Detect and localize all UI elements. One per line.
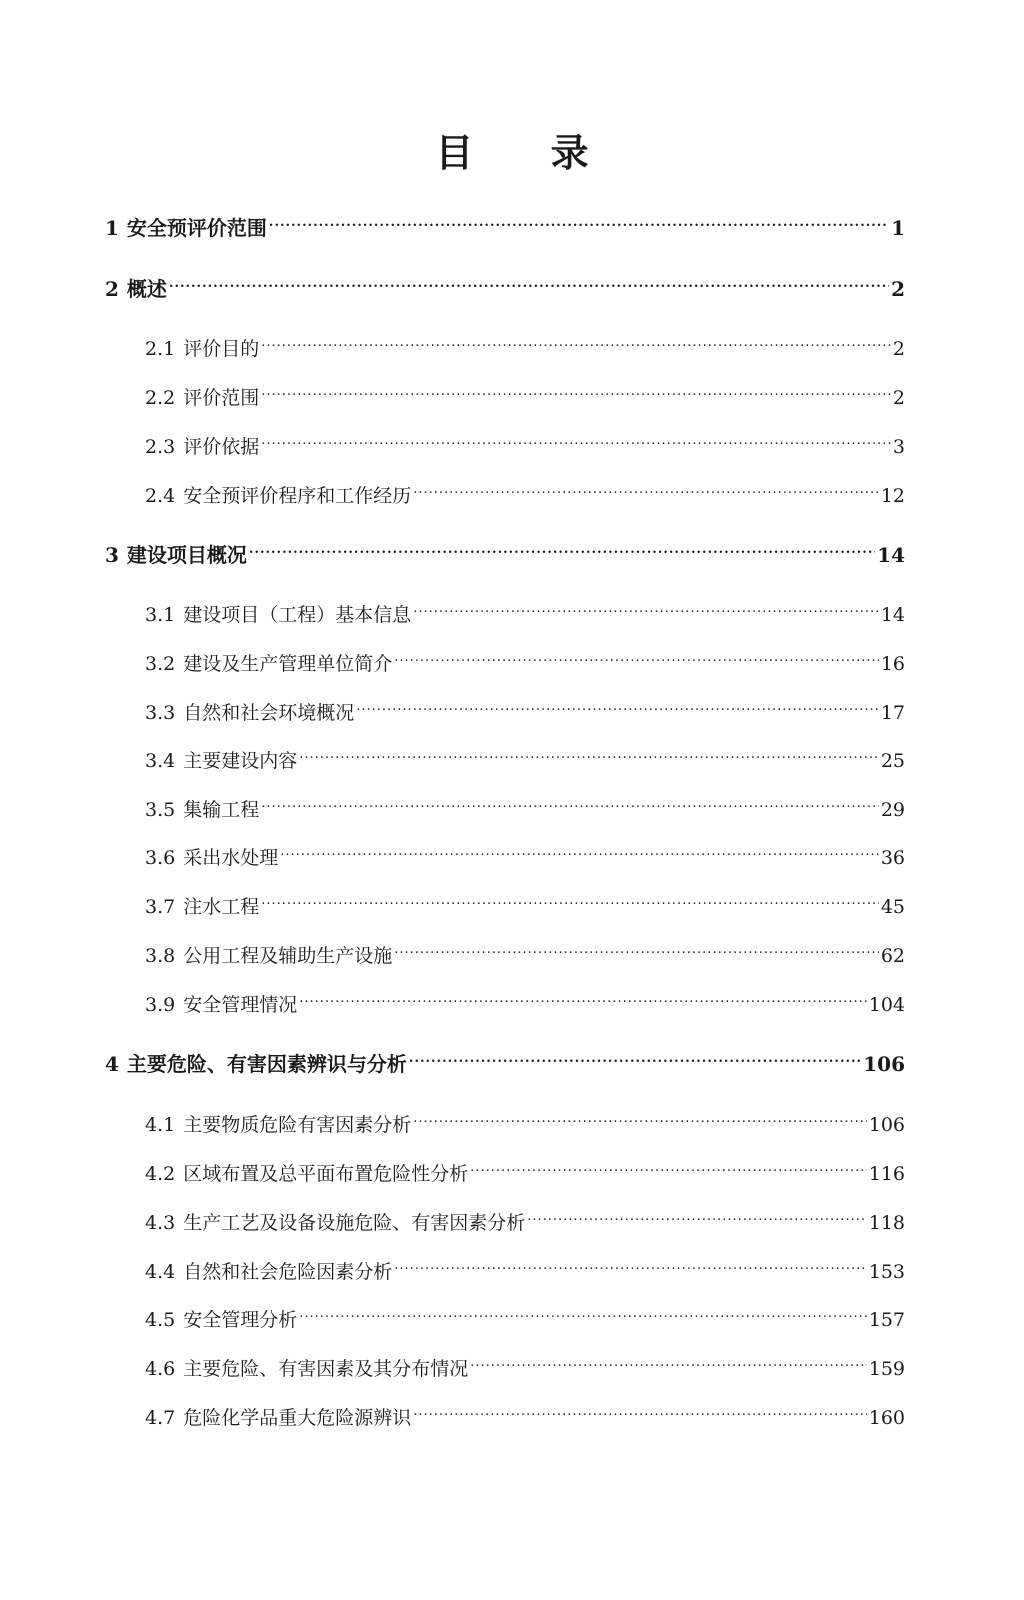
toc-entry-page: 118 — [868, 1212, 905, 1234]
toc-entry-page: 2 — [891, 277, 905, 301]
toc-entry-title: 建设及生产管理单位简介 — [183, 653, 393, 675]
toc-entry-number: 4.3 — [145, 1212, 176, 1234]
toc-entry-number: 1 — [105, 216, 119, 240]
toc-entry[interactable] — [145, 1199, 905, 1234]
toc-dot-leader — [413, 591, 879, 621]
toc-entry[interactable] — [105, 266, 905, 301]
toc-entry[interactable] — [145, 737, 905, 772]
toc-entry-title: 主要危险、有害因素及其分布情况 — [183, 1358, 469, 1380]
toc-dot-leader — [409, 1041, 861, 1071]
toc-entry-number: 4 — [105, 1052, 119, 1076]
toc-dot-leader — [261, 786, 879, 816]
toc-entry-title: 区域布置及总平面布置危险性分析 — [183, 1163, 469, 1185]
toc-entry-number: 3.4 — [145, 750, 176, 772]
toc-entry[interactable] — [145, 374, 905, 409]
toc-dot-leader — [394, 1248, 867, 1278]
toc-entry-title: 安全管理分析 — [183, 1309, 298, 1331]
toc-entry[interactable] — [145, 325, 905, 360]
toc-dot-leader — [261, 374, 891, 404]
toc-entry-number: 2.3 — [145, 436, 176, 458]
toc-entry-title: 安全管理情况 — [183, 994, 298, 1016]
toc-entry-title: 危险化学品重大危险源辨识 — [183, 1407, 412, 1429]
toc-entry-number: 3 — [105, 543, 119, 567]
toc-entry-number: 2.1 — [145, 338, 176, 360]
toc-entry-title: 生产工艺及设备设施危险、有害因素分析 — [183, 1212, 526, 1234]
toc-entry-title: 安全预评价范围 — [126, 216, 267, 240]
toc-dot-leader — [299, 737, 879, 767]
toc-entry-number: 4.2 — [145, 1163, 176, 1185]
toc-entry[interactable] — [105, 532, 905, 567]
toc-entry-number: 3.1 — [145, 604, 176, 626]
toc-entry[interactable] — [145, 1150, 905, 1185]
toc-entry[interactable] — [105, 205, 905, 240]
toc-dot-leader — [261, 883, 879, 913]
toc-entry-page: 106 — [863, 1052, 905, 1076]
toc-entry-page: 45 — [880, 896, 905, 918]
toc-entry[interactable] — [145, 834, 905, 869]
toc-entry-page: 16 — [880, 653, 905, 675]
toc-entry[interactable] — [145, 591, 905, 626]
toc-entry[interactable] — [145, 1296, 905, 1331]
toc-entry-title: 评价范围 — [183, 387, 260, 409]
toc-dot-leader — [394, 932, 879, 962]
toc-dot-leader — [356, 689, 879, 719]
toc-dot-leader — [169, 266, 889, 296]
toc-entry[interactable] — [145, 1345, 905, 1380]
toc-dot-leader — [413, 1101, 867, 1131]
toc-entry-page: 62 — [880, 945, 905, 967]
toc-entry[interactable] — [145, 786, 905, 821]
toc-entry[interactable] — [145, 1394, 905, 1429]
toc-dot-leader — [413, 1394, 867, 1424]
toc-entry-page: 1 — [891, 216, 905, 240]
toc-entry[interactable] — [145, 981, 905, 1016]
toc-entry-title: 建设项目（工程）基本信息 — [183, 604, 412, 626]
toc-entry-number: 4.4 — [145, 1261, 176, 1283]
toc-entry-page: 106 — [868, 1114, 905, 1136]
toc-dot-leader — [299, 1296, 867, 1326]
toc-entry-number: 4.6 — [145, 1358, 176, 1380]
toc-entry-page: 14 — [880, 604, 905, 626]
toc-entry-page: 157 — [868, 1309, 905, 1331]
toc-entry-page: 159 — [868, 1358, 905, 1380]
toc-dot-leader — [249, 532, 875, 562]
toc-entry-number: 3.5 — [145, 799, 176, 821]
toc-entry[interactable] — [145, 1101, 905, 1136]
toc-entry-title: 注水工程 — [183, 896, 260, 918]
toc-entry-number: 3.9 — [145, 994, 176, 1016]
toc-entry-page: 12 — [880, 485, 905, 507]
toc-entry[interactable] — [145, 423, 905, 458]
toc-entry-number: 3.6 — [145, 847, 176, 869]
toc-entry-title: 采出水处理 — [183, 847, 279, 869]
toc-entry-number: 3.2 — [145, 653, 176, 675]
toc-entry-page: 29 — [880, 799, 905, 821]
toc-entry-number: 2.4 — [145, 485, 176, 507]
toc-dot-leader — [394, 640, 879, 670]
toc-entry-number: 4.5 — [145, 1309, 176, 1331]
toc-entry[interactable] — [145, 689, 905, 724]
toc-entry-title: 概述 — [126, 277, 167, 301]
toc-entry[interactable] — [145, 1248, 905, 1283]
toc-entry-page: 17 — [880, 702, 905, 724]
toc-entry-page: 25 — [880, 750, 905, 772]
toc-dot-leader — [527, 1199, 867, 1229]
toc-entry-title: 主要危险、有害因素辨识与分析 — [126, 1052, 407, 1076]
toc-entry-title: 自然和社会环境概况 — [183, 702, 355, 724]
toc-entry-number: 3.3 — [145, 702, 176, 724]
toc-entry-title: 集输工程 — [183, 799, 260, 821]
toc-entry-title: 评价依据 — [183, 436, 260, 458]
toc-entry[interactable] — [145, 932, 905, 967]
toc-dot-leader — [280, 834, 879, 864]
toc-dot-leader — [261, 325, 891, 355]
toc-entry-page: 3 — [892, 436, 905, 458]
toc-entry-page: 104 — [868, 994, 905, 1016]
toc-entry-page: 160 — [868, 1407, 905, 1429]
toc-dot-leader — [470, 1345, 867, 1375]
toc-entry-page: 153 — [868, 1261, 905, 1283]
toc-entry-title: 公用工程及辅助生产设施 — [183, 945, 393, 967]
toc-dot-leader — [299, 981, 867, 1011]
toc-dot-leader — [470, 1150, 867, 1180]
toc-entry[interactable] — [145, 640, 905, 675]
toc-entry-number: 3.7 — [145, 896, 176, 918]
toc-entry-title: 安全预评价程序和工作经历 — [183, 485, 412, 507]
toc-dot-leader — [269, 205, 889, 235]
toc-entry-number: 2 — [105, 277, 119, 301]
toc-entry-title: 建设项目概况 — [126, 543, 247, 567]
toc-entry-title: 自然和社会危险因素分析 — [183, 1261, 393, 1283]
toc-dot-leader — [413, 472, 879, 502]
toc-entry-page: 116 — [868, 1163, 905, 1185]
toc-entry[interactable] — [105, 1041, 905, 1076]
toc-entry-page: 14 — [877, 543, 905, 567]
toc-entry-title: 评价目的 — [183, 338, 260, 360]
toc-entry-title: 主要物质危险有害因素分析 — [183, 1114, 412, 1136]
toc-entry-number: 2.2 — [145, 387, 176, 409]
toc-entry[interactable] — [145, 472, 905, 507]
toc-entry-number: 4.1 — [145, 1114, 176, 1136]
toc-entry-number: 3.8 — [145, 945, 176, 967]
toc-entry-number: 4.7 — [145, 1407, 176, 1429]
toc-entry-page: 36 — [880, 847, 905, 869]
toc-dot-leader — [261, 423, 891, 453]
page-title: 目 录 — [435, 130, 621, 175]
toc-entry[interactable] — [145, 883, 905, 918]
toc-entry-title: 主要建设内容 — [183, 750, 298, 772]
toc-entry-page: 2 — [892, 387, 905, 409]
toc-entry-page: 2 — [892, 338, 905, 360]
